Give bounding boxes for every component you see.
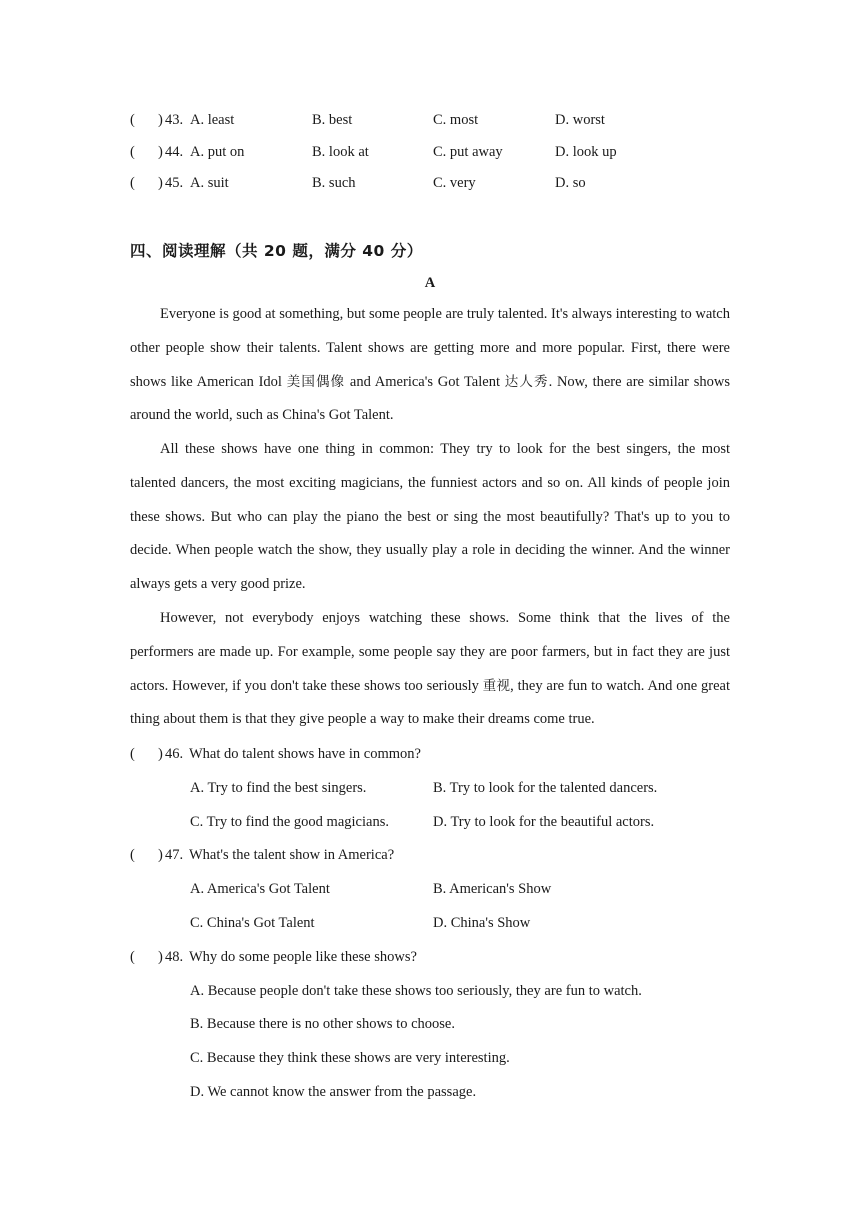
answer-paren-open: (	[130, 746, 135, 762]
paragraph-text: , they are fun to watch. And one great thing about them is that they give people a way to make their dreams come true.	[130, 677, 730, 728]
option-d: D. China's Show	[433, 915, 531, 931]
question-number: 46.	[165, 746, 184, 762]
option-d: D. look up	[555, 144, 617, 160]
passage-paragraph-1	[130, 298, 730, 433]
option-d: D. worst	[555, 112, 605, 128]
question-number: 44.	[165, 144, 184, 160]
chinese-gloss: 达人秀	[504, 373, 549, 390]
option-c: C. most	[433, 112, 479, 128]
question-number: 48.	[165, 949, 184, 965]
option-b: B. look at	[312, 144, 369, 160]
passage-paragraph-3	[130, 602, 730, 737]
passage-label: A	[424, 275, 436, 291]
option-b: B. Try to look for the talented dancers.	[433, 780, 658, 796]
option-a: A. America's Got Talent	[190, 881, 330, 897]
option-d: D. Try to look for the beautiful actors.	[433, 814, 655, 830]
paragraph-text: However, not everybody enjoys watching these shows. Some think that the lives of the performers are made up. For example, some people say they are poor farmers, but in fact they are just actors. However, if you don't take these shows too seriously	[130, 610, 730, 694]
option-c: C. Try to find the good magicians.	[190, 814, 389, 830]
option-a: A. Try to find the best singers.	[190, 780, 367, 796]
option-c: C. China's Got Talent	[190, 915, 315, 931]
paragraph-text: and America's Got Talent	[345, 373, 505, 390]
section-heading: 四、阅读理解（共 20 题，满分 40 分）	[130, 242, 423, 260]
option-b: B. best	[312, 112, 353, 128]
option-b: B. American's Show	[433, 881, 552, 897]
question-text: What do talent shows have in common?	[189, 746, 421, 762]
question-number: 45.	[165, 175, 184, 191]
option-b: B. such	[312, 175, 356, 191]
option-c: C. very	[433, 175, 476, 191]
option-a: A. put on	[190, 144, 245, 160]
answer-paren-close: )	[158, 175, 163, 191]
option-a: A. suit	[190, 175, 229, 191]
paragraph-text: Everyone is good at something, but some people are truly talented. It's always interesting to watch other people show their talents. Talent shows are getting more and more popular. First, there were shows like American Idol	[130, 306, 730, 390]
option-a: A. Because people don't take these shows too seriously, they are fun to watch.	[190, 983, 642, 999]
answer-paren-close: )	[158, 746, 163, 762]
option-c: C. Because they think these shows are very interesting.	[190, 1050, 510, 1066]
passage-paragraph-2: All these shows have one thing in common: They try to look for the best singers, the most talented dancers, the most exciting magicians, the funniest actors and so on. All kinds of people join these shows. But who can play the piano the best or sing the most beautifully? That's up to you to decide. When people watch the show, they usually play a role in deciding the winner. And the winner always gets a very good prize.	[130, 441, 730, 593]
option-c: C. put away	[433, 144, 503, 160]
question-number: 43.	[165, 112, 184, 128]
chinese-gloss: 美国偶像	[286, 373, 346, 390]
answer-paren-close: )	[158, 112, 163, 128]
option-b: B. Because there is no other shows to choose.	[190, 1016, 455, 1032]
chinese-gloss: 重视	[482, 677, 511, 694]
question-text: What's the talent show in America?	[189, 847, 395, 863]
answer-paren-open: (	[130, 949, 135, 965]
answer-paren-open: (	[130, 144, 135, 160]
option-a: A. least	[190, 112, 235, 128]
paragraph-text: . Now, there are similar shows around the world, such as China's Got Talent.	[130, 373, 730, 424]
option-d: D. so	[555, 175, 586, 191]
answer-paren-open: (	[130, 847, 135, 863]
answer-paren-open: (	[130, 175, 135, 191]
answer-paren-close: )	[158, 949, 163, 965]
answer-paren-close: )	[158, 144, 163, 160]
answer-paren-close: )	[158, 847, 163, 863]
question-number: 47.	[165, 847, 184, 863]
answer-paren-open: (	[130, 112, 135, 128]
question-text: Why do some people like these shows?	[189, 949, 417, 965]
option-d: D. We cannot know the answer from the passage.	[190, 1084, 477, 1100]
